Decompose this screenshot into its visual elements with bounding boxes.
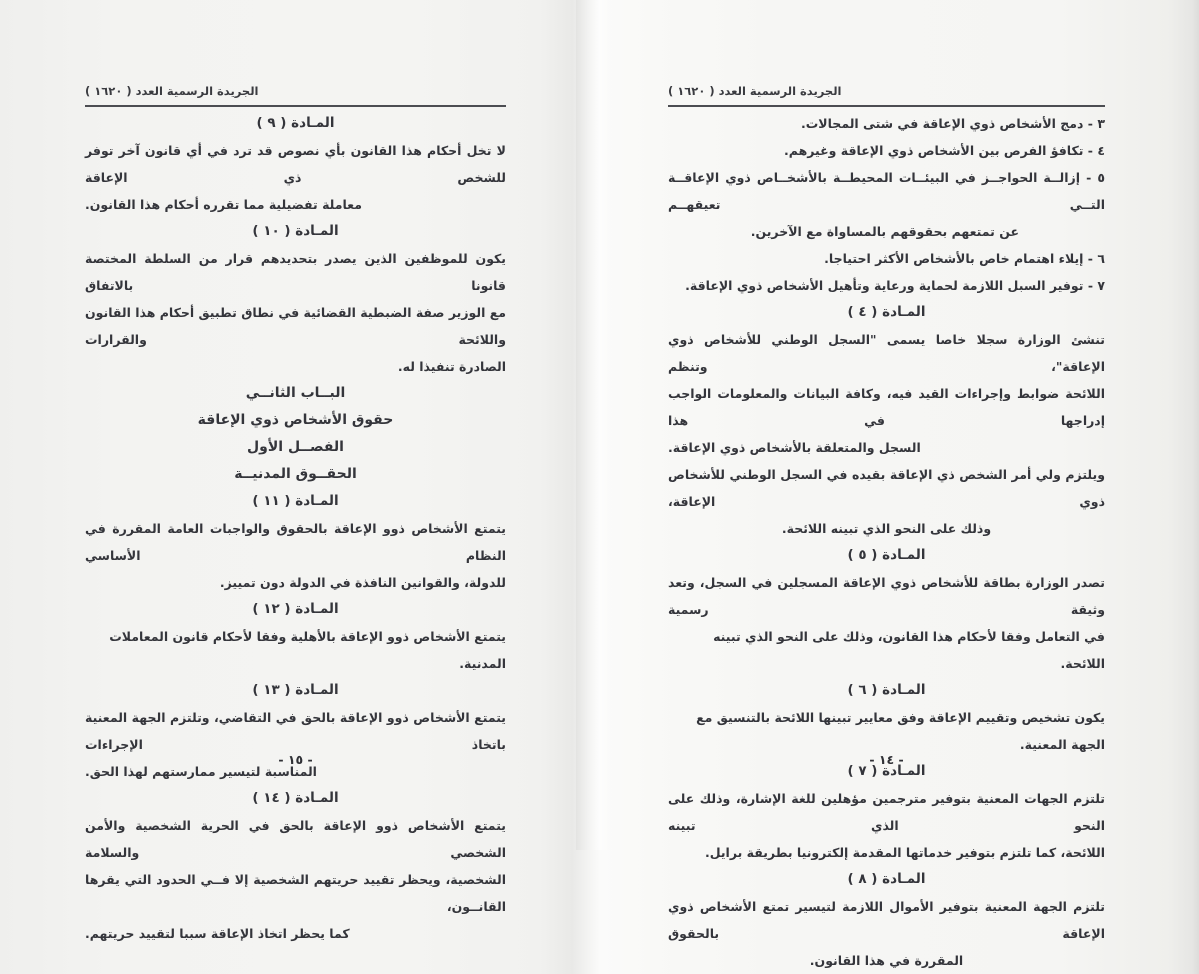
text-line: وذلك على النحو الذي تبينه اللائحة.: [781, 521, 992, 536]
text-line: يكون للموظفين الذين يصدر بتحديدهم قرار من السلطة المختصة قانونا بالاتفاق: [85, 251, 506, 293]
article-heading: [668, 299, 1105, 326]
text-line: المـادة ( ١٤ ): [252, 790, 339, 806]
text-line: الحقــوق المدنيــة: [234, 466, 357, 482]
text-line: البــاب الثانــي: [245, 385, 346, 401]
section-heading: [85, 461, 506, 488]
body-paragraph: [85, 137, 506, 218]
body-paragraph: [85, 812, 506, 947]
body-paragraph: [668, 461, 1105, 542]
body-paragraph: [668, 326, 1105, 461]
text-line: كما يحظر اتخاذ الإعاقة سببا لتقييد حريتهم.: [85, 926, 350, 941]
section-heading: [85, 380, 506, 407]
section-heading: [85, 434, 506, 461]
body-paragraph: [85, 704, 506, 785]
text-line: ٦ - إيلاء اهتمام خاص بالأشخاص الأكثر احتياجا.: [824, 251, 1105, 266]
list-item: [668, 110, 1105, 137]
text-line: المناسبة لتيسير ممارستهم لهذا الحق.: [85, 764, 317, 779]
text-line: المـادة ( ٩ ): [256, 115, 335, 131]
text-line: تلتزم الجهة المعنية بتوفير الأموال اللازمة لتيسير تمتع الأشخاص ذوي الإعاقة بالحقوق: [668, 899, 1105, 941]
text-line: المـادة ( ٨ ): [847, 871, 926, 887]
article-heading: [85, 596, 506, 623]
text-line: يكون تشخيص وتقييم الإعاقة وفق معايير تبينها اللائحة بالتنسيق مع الجهة المعنية.: [696, 710, 1105, 752]
running-header: [85, 84, 506, 107]
article-heading: [668, 677, 1105, 704]
page-left: [85, 0, 506, 941]
article-heading: [85, 218, 506, 245]
text-line: عن تمتعهم بحقوقهم بالمساواة مع الآخرين.: [750, 224, 1019, 239]
article-heading: [85, 488, 506, 515]
body-paragraph: [85, 515, 506, 596]
page-body: [668, 110, 1105, 974]
article-heading: [85, 785, 506, 812]
body-paragraph: [668, 704, 1105, 758]
body-paragraph: [668, 569, 1105, 677]
text-line: تنشئ الوزارة سجلا خاصا يسمى "السجل الوطني للأشخاص ذوي الإعاقة"، وتنظم: [668, 332, 1105, 374]
page-right: [668, 0, 1105, 968]
text-line: لا تخل أحكام هذا القانون بأي نصوص قد ترد في أي قانون آخر توفر للشخص ذي الإعاقة: [85, 143, 506, 185]
list-item: [668, 272, 1105, 299]
text-line: المقررة في هذا القانون.: [809, 953, 964, 968]
running-header: [668, 84, 1105, 107]
page-number: - ١٤ -: [869, 752, 904, 767]
text-line: المـادة ( ١٢ ): [252, 601, 339, 617]
section-heading: [85, 407, 506, 434]
page-number: - ١٥ -: [278, 752, 313, 767]
text-line: المـادة ( ١١ ): [252, 493, 339, 509]
text-line: في التعامل وفقا لأحكام هذا القانون، وذلك على النحو الذي تبينه اللائحة.: [713, 629, 1105, 671]
text-line: تلتزم الجهات المعنية بتوفير مترجمين مؤهلين للغة الإشارة، وذلك على النحو الذي تبينه: [668, 791, 1105, 833]
text-line: ٤ - تكافؤ الفرص بين الأشخاص ذوي الإعاقة وغيرهم.: [784, 143, 1105, 158]
article-heading: [85, 110, 506, 137]
text-line: الصادرة تنفيذا له.: [397, 359, 506, 374]
article-heading: [85, 677, 506, 704]
running-header-text: الجريدة الرسمية العدد ( ١٦٢٠ ): [85, 84, 259, 98]
text-line: يتمتع الأشخاص ذوو الإعاقة بالحق في الحرية الشخصية والأمن الشخصي والسلامة: [85, 818, 506, 860]
text-line: المـادة ( ٥ ): [847, 547, 926, 563]
text-line: حقوق الأشخاص ذوي الإعاقة: [197, 412, 394, 428]
text-line: يتمتع الأشخاص ذوو الإعاقة بالحقوق والواجبات العامة المقررة في النظام الأساسي: [85, 521, 506, 563]
text-line: ٣ - دمج الأشخاص ذوي الإعاقة في شتى المجالات.: [801, 116, 1105, 131]
text-line: المـادة ( ١٣ ): [252, 682, 339, 698]
body-paragraph: [85, 245, 506, 380]
text-line: الفصــل الأول: [247, 439, 344, 455]
text-line: معاملة تفضيلية مما تقرره أحكام هذا القانون.: [85, 197, 362, 212]
text-line: السجل والمتعلقة بالأشخاص ذوي الإعاقة.: [668, 440, 921, 455]
book-spine: [576, 0, 610, 850]
text-line: اللائحة، كما تلتزم بتوفير خدماتها المقدمة إلكترونيا بطريقة برايل.: [704, 845, 1105, 860]
text-line: مع الوزير صفة الضبطية القضائية في نطاق تطبيق أحكام هذا القانون واللائحة والقرارات: [85, 305, 506, 347]
body-paragraph: [85, 623, 506, 677]
text-line: ويلتزم ولي أمر الشخص ذي الإعاقة بقيده في السجل الوطني للأشخاص ذوي الإعاقة،: [668, 467, 1105, 509]
running-header-text: الجريدة الرسمية العدد ( ١٦٢٠ ): [668, 84, 842, 98]
text-line: الشخصية، ويحظر تقييد حريتهم الشخصية إلا فــي الحدود التي يقرها القانــون،: [85, 872, 506, 914]
list-item: [668, 245, 1105, 272]
text-line: المـادة ( ١٠ ): [252, 223, 339, 239]
text-line: للدولة، والقوانين النافذة في الدولة دون تمييز.: [219, 575, 506, 590]
text-line: ٥ - إزالــة الحواجــز في البيئــات المحيطــة بالأشخــاص ذوي الإعاقــة التــي تعيقهــم: [668, 170, 1105, 212]
body-paragraph: [668, 893, 1105, 974]
text-line: يتمتع الأشخاص ذوو الإعاقة بالحق في التقاضي، وتلتزم الجهة المعنية باتخاذ الإجراءات: [85, 710, 506, 752]
article-heading: [668, 542, 1105, 569]
list-item: [668, 164, 1105, 245]
text-line: اللائحة ضوابط وإجراءات القيد فيه، وكافة البيانات والمعلومات الواجب إدراجها في هذا: [668, 386, 1105, 428]
text-line: تصدر الوزارة بطاقة للأشخاص ذوي الإعاقة المسجلين في السجل، وتعد وثيقة رسمية: [668, 575, 1105, 617]
text-line: ٧ - توفير السبل اللازمة لحماية ورعاية وتأهيل الأشخاص ذوي الإعاقة.: [685, 278, 1105, 293]
text-line: المـادة ( ٧ ): [847, 763, 926, 779]
text-line: المـادة ( ٦ ): [847, 682, 926, 698]
text-line: يتمتع الأشخاص ذوو الإعاقة بالأهلية وفقا لأحكام قانون المعاملات المدنية.: [109, 629, 506, 671]
list-item: [668, 137, 1105, 164]
page-body: [85, 110, 506, 947]
text-line: المـادة ( ٤ ): [847, 304, 926, 320]
article-heading: [668, 866, 1105, 893]
body-paragraph: [668, 785, 1105, 866]
